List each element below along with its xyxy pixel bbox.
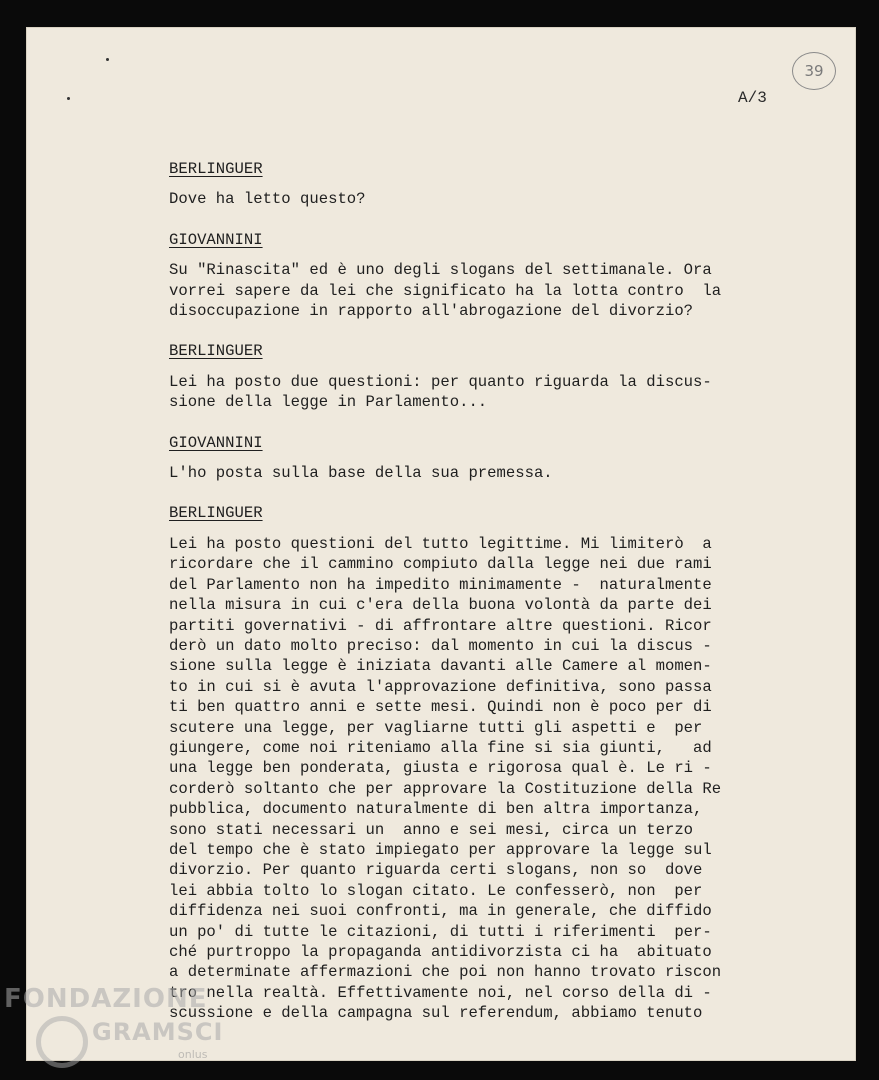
speaker-name: BERLINGUER (169, 342, 263, 361)
interview-transcript (169, 159, 779, 1024)
speaker-name: GIOVANNINI (169, 230, 263, 249)
dialogue-block (169, 433, 779, 484)
speech-text: Su "Rinascita" ed è uno degli slogans del settimanale. Ora vorrei sapere da lei che significato ha la lotta contro la disoccupazione in rapporto all'abrogazione del divorzio? (169, 261, 722, 321)
watermark-line-2: GRAMSCI (92, 1018, 224, 1046)
paper-speck (67, 97, 70, 100)
archive-page-stamp: 39 (792, 52, 836, 90)
speech-text: Lei ha posto questioni del tutto legittime. Mi limiterò a ricordare che il cammino compiuto dalla legge nei due rami del Parlamento non ha impedito minimamente - naturalmente nella misura in cui c'era della buona volontà da parte dei partiti governativi - di affrontare altre questioni. Ricor derò un dato molto preciso: dal momento in cui la discus - sione sulla legge è iniziata davanti alle Camere al momen- to in cui si è avuta l'approvazione definitiva, sono passa ti ben quattro anni e sette mesi. Quindi non è poco per di scutere una legge, per vagliarne tutti gli aspetti e per giungere, come noi riteniamo alla fine si sia giunti, ad una legge ben ponderata, giusta e rigorosa qual è. Le ri - corderò soltanto che per approvare la Costituzione della Re pubblica, documento naturalmente di ben altra importanza, sono stati necessari un anno e sei mesi, circa un terzo del tempo che è stato impiegato per approvare la legge sul divorzio. Per quanto riguarda certi slogans, non so dove lei abbia tolto lo slogan citato. Le confesserò, non per diffidenza nei suoi confronti, ma in generale, che diffido un po' di tutte le citazioni, di tutti i riferimenti per- ché purtroppo la propaganda antidivorzista ci ha abituato a determinate affermazioni che poi non hanno trovato riscon tro nella realtà. Effettivamente noi, nel corso della di - scussione e della campagna sul referendum, abbiamo tenuto (169, 534, 722, 1023)
dialogue-block (169, 503, 779, 1023)
speech-text: Lei ha posto due questioni: per quanto riguarda la discus- sione della legge in Parlamento... (169, 372, 712, 412)
speaker-name: BERLINGUER (169, 160, 263, 178)
watermark-line-3: onlus (178, 1048, 208, 1061)
speaker-name: BERLINGUER (169, 504, 263, 523)
watermark-logo-icon (36, 1016, 88, 1068)
speaker-name: GIOVANNINI (169, 433, 263, 452)
paper-speck (106, 58, 109, 61)
speech-text: Dove ha letto questo? (169, 190, 366, 209)
watermark-line-1: FONDAZIONE (4, 984, 208, 1014)
dialogue-block (169, 341, 779, 412)
speech-text: L'ho posta sulla base della sua premessa. (169, 464, 553, 483)
dialogue-block (169, 159, 779, 210)
document-page (26, 27, 856, 1061)
fondazione-gramsci-watermark (0, 982, 230, 1080)
page-number: A/3 (738, 89, 767, 107)
dialogue-block (169, 230, 779, 322)
